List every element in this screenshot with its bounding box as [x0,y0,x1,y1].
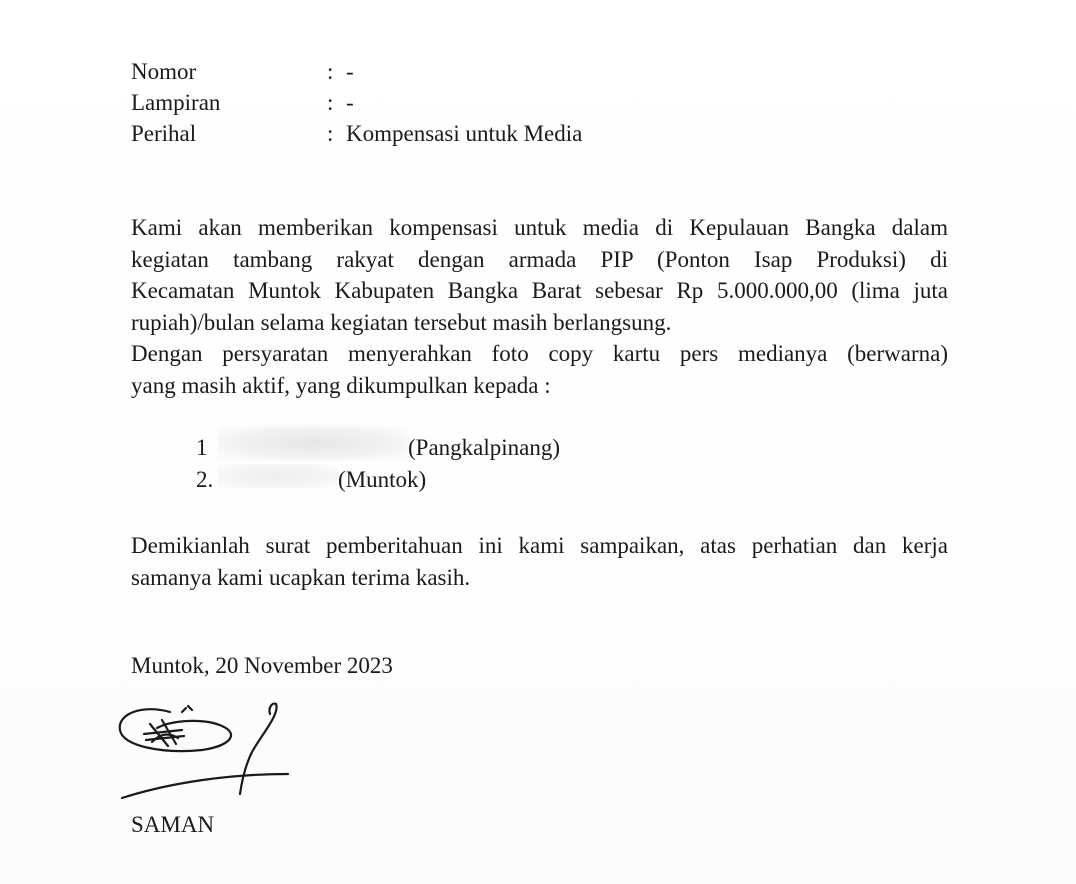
meta-colon: : [327,59,334,84]
letter-date: Muntok, 20 November 2023 [131,653,393,678]
recipient-location: (Muntok) [338,467,427,492]
list-number: 1 [196,435,208,460]
meta-label: Perihal [131,121,197,146]
recipient-list [196,432,560,496]
body-line: yang masih aktif, yang dikumpulkan kepada : [131,372,551,398]
body-line: Kecamatan Muntok Kabupaten Bangka Barat sebesar Rp 5.000.000,00 (lima juta [131,278,948,303]
list-number: 2. [196,467,214,492]
signature-stroke [144,730,182,734]
signature-image [112,694,302,804]
meta-label: Lampiran [131,90,221,115]
letter-header-meta [131,56,582,149]
meta-row-lampiran [131,87,582,118]
body-line: Kami akan memberikan kompensasi untuk media di Kepulauan Bangka dalam [131,215,948,240]
closing-line: Demikianlah surat pemberitahuan ini kami sampaikan, atas perhatian dan kerja [131,533,948,558]
letter-body-paragraph [131,212,948,401]
closing-paragraph [131,530,948,593]
redacted-name [218,464,338,488]
list-item [196,464,560,496]
meta-value: - [346,59,354,84]
meta-row-nomor [131,56,582,87]
meta-colon: : [327,121,334,146]
signature-stroke [240,704,277,794]
body-line: Dengan persyaratan menyerahkan foto copy kartu pers medianya (berwarna) [131,341,948,366]
recipient-location: (Pangkalpinang) [408,435,561,460]
meta-row-perihal [131,118,582,149]
list-item [196,432,560,464]
body-line: rupiah)/bulan selama kegiatan tersebut masih berlangsung. [131,309,672,335]
signer-name: SAMAN [131,812,215,837]
meta-value: - [346,90,354,115]
meta-label: Nomor [131,59,197,84]
signature-stroke [182,706,192,712]
body-line: kegiatan tambang rakyat dengan armada PIP (Ponton Isap Produksi) di [131,246,948,272]
signature-stroke [122,774,288,798]
closing-line: samanya kami ucapkan terima kasih. [131,564,471,590]
meta-value: Kompensasi untuk Media [346,121,583,146]
redacted-name [218,426,408,460]
meta-colon: : [327,90,334,115]
